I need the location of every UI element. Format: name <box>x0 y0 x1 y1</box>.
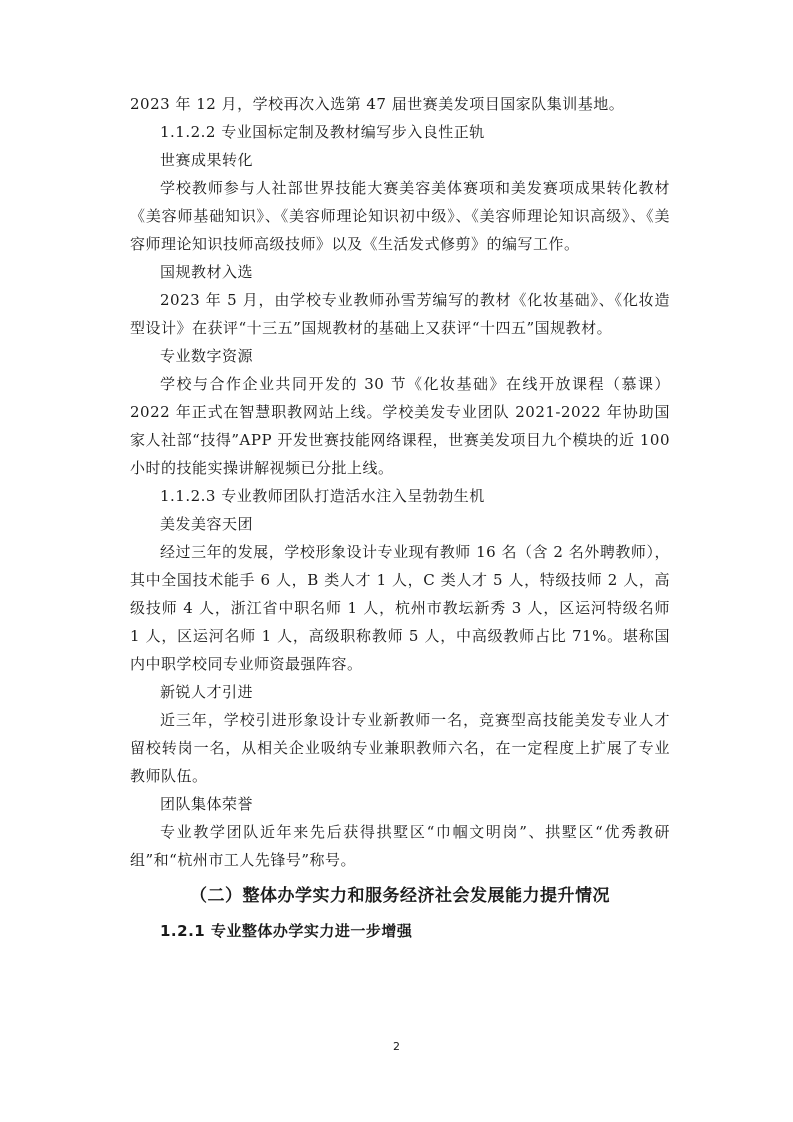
subheading-meifa: 美发美容天团 <box>160 515 254 533</box>
paragraph-training-base: 2023 年 12 月，学校再次入选第 47 届世赛美发项目国家队集训基地。 <box>130 95 625 113</box>
paragraph-guogui: 2023 年 5 月，由学校专业教师孙雪芳编写的教材《化妆基础》、《化妆造型设计》在获评“十三五”国规教材的基础上又获评“十四五”国规教材。 <box>130 291 670 337</box>
document-page <box>130 90 670 946</box>
paragraph-tuandui: 专业教学团队近年来先后获得拱墅区“巾帼文明岗”、拱墅区“优秀教研组”和“杭州市工人先锋号”称号。 <box>130 823 670 869</box>
paragraph-shuzi: 学校与合作企业共同开发的 30 节《化妆基础》在线开放课程（慕课）2022 年正式在智慧职教网站上线。学校美发专业团队 2021-2022 年协助国家人社部“技得”APP 开发世赛技能网络课程，世赛美发项目九个模块的近 100 小时的技能实操讲解视频已分批上线。 <box>130 375 670 477</box>
paragraph-xinrui: 近三年，学校引进形象设计专业新教师一名，竞赛型高技能美发专业人才留校转岗一名，从相关企业吸纳专业兼职教师六名，在一定程度上扩展了专业教师队伍。 <box>130 711 670 785</box>
heading-1-2-1: 1.2.1 专业整体办学实力进一步增强 <box>160 922 413 940</box>
paragraph-shisai: 学校教师参与人社部世界技能大赛美容美体赛项和美发赛项成果转化教材《美容师基础知识》、《美容师理论知识初中级》、《美容师理论知识高级》、《美容师理论知识技师高级技师》以及《生活发式修剪》的编写工作。 <box>130 179 670 253</box>
section-heading-2: （二）整体办学实力和服务经济社会发展能力提升情况 <box>190 886 610 906</box>
subheading-shuzi: 专业数字资源 <box>160 347 254 365</box>
heading-1-1-2-2: 1.1.2.2 专业国标定制及教材编写步入良性正轨 <box>160 123 485 141</box>
subheading-shisai: 世赛成果转化 <box>160 151 254 169</box>
subheading-xinrui: 新锐人才引进 <box>160 683 254 701</box>
subheading-tuandui: 团队集体荣誉 <box>160 795 254 813</box>
page-number: 2 <box>393 1040 400 1053</box>
heading-1-1-2-3: 1.1.2.3 专业教师团队打造活水注入呈勃勃生机 <box>160 487 485 505</box>
subheading-guogui: 国规教材入选 <box>160 263 254 281</box>
paragraph-meifa: 经过三年的发展，学校形象设计专业现有教师 16 名（含 2 名外聘教师），其中全国技术能手 6 人，B 类人才 1 人，C 类人才 5 人，特级技师 2 人，高级技师 4 人，浙江省中职名师 1 人，杭州市教坛新秀 3 人，区运河特级名师 1 人，区运河名师 1 人，高级职称教师 5 人，中高级教师占比 71%。堪称国内中职学校同专业师资最强阵容。 <box>130 543 670 673</box>
